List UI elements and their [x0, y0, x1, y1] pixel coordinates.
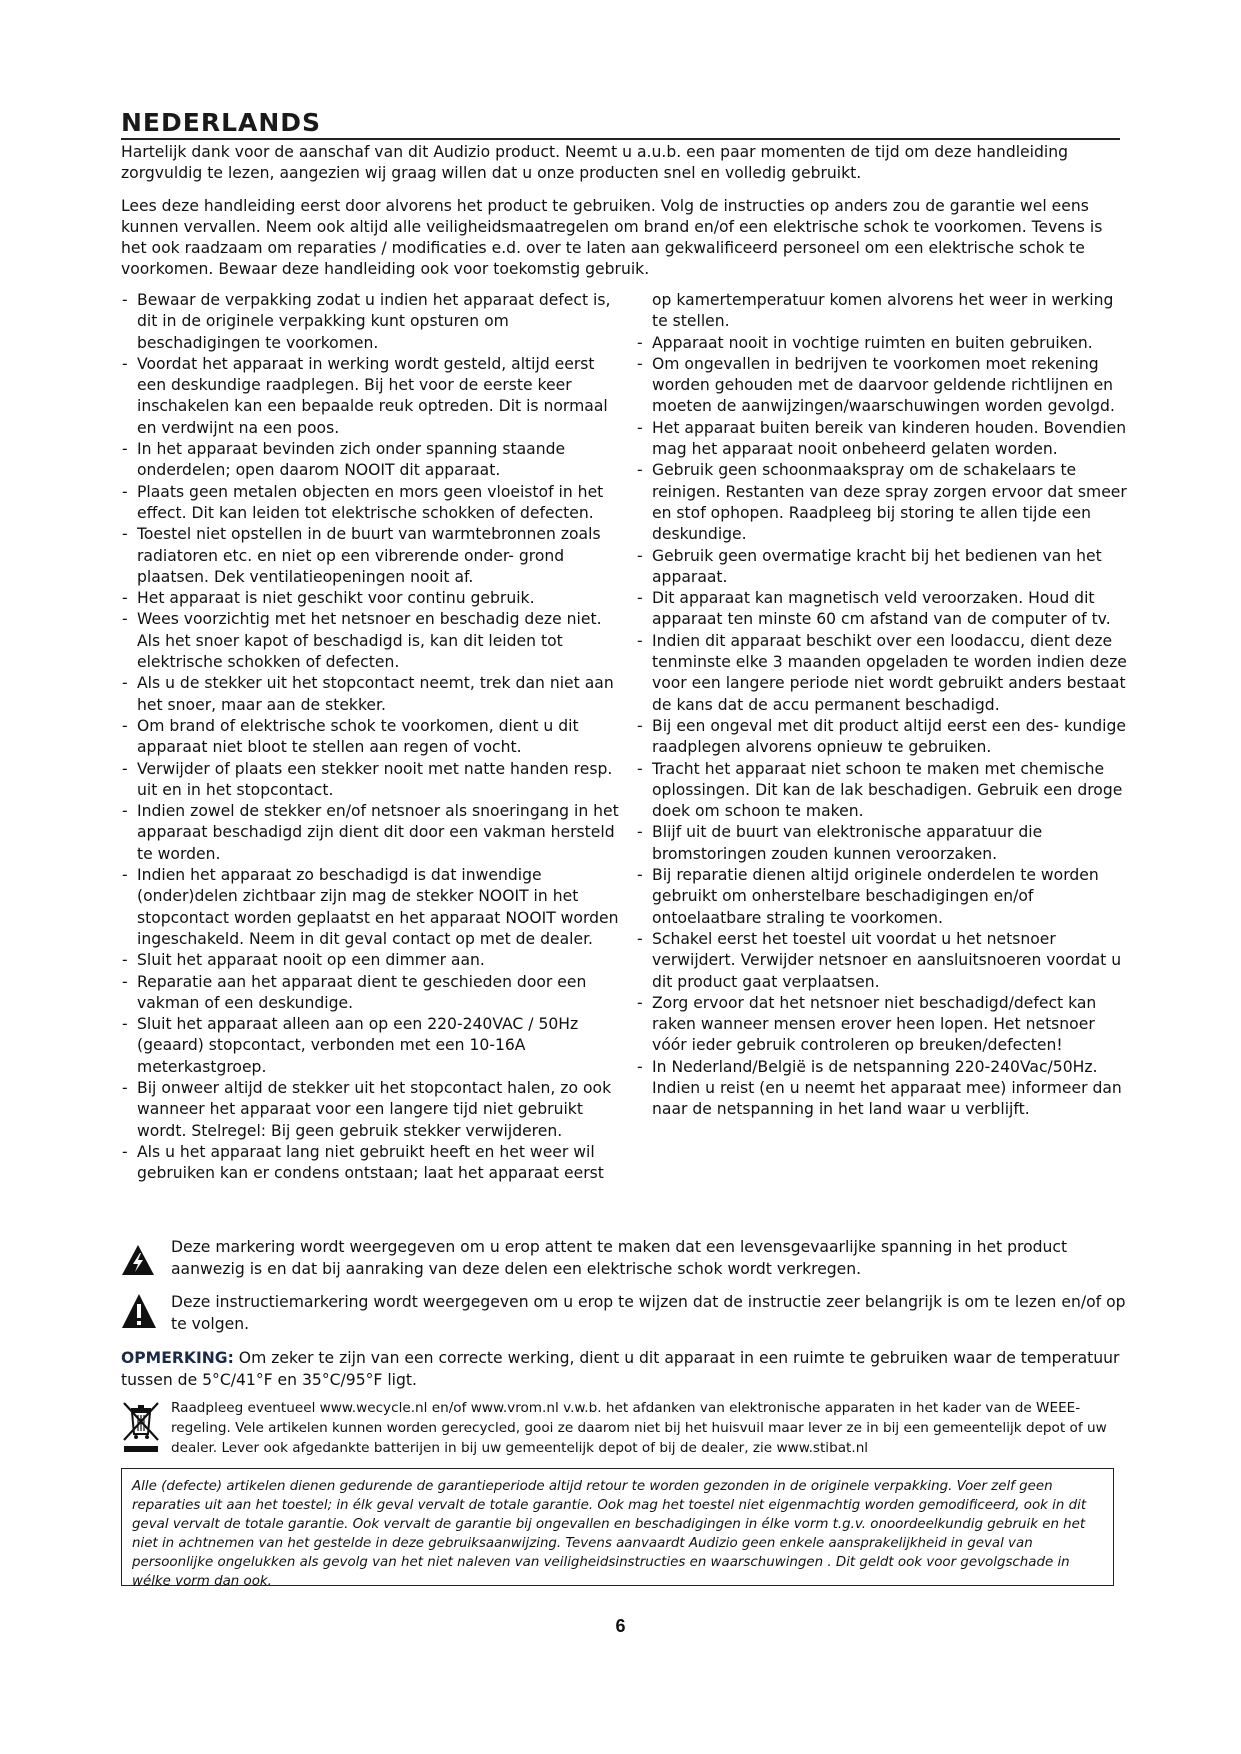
- list-item: - Indien dit apparaat beschikt over een loodaccu, dient deze tenminste elke 3 maanden opgeladen te worden indien deze voor een langere periode niet wordt gebruikt anders bestaat de kans dat de accu permanent beschadigd.: [636, 631, 1134, 716]
- list-item: - Als u de stekker uit het stopcontact neemt, trek dan niet aan het snoer, maar aan de stekker.: [121, 673, 619, 716]
- list-item: - Als u het apparaat lang niet gebruikt heeft en het weer wil gebruiken kan er condens ontstaan; laat het apparaat eerst: [121, 1142, 619, 1185]
- list-item: - Plaats geen metalen objecten en mors geen vloeistof in het effect. Dit kan leiden tot elektrische schokken of defecten.: [121, 482, 619, 525]
- list-item: - Het apparaat buiten bereik van kinderen houden. Bovendien mag het apparaat nooit onbeheerd gelaten worden.: [636, 418, 1134, 461]
- warranty-box: Alle (defecte) artikelen dienen gedurende de garantieperiode altijd retour te worden gezonden in de originele verpakking. Voer zelf geen reparaties uit aan het toestel; in élk geval vervalt de totale garantie. Ook mag het toestel niet eigenmachtig worden gemodificeerd, ook in dit geval vervalt de totale garantie. Ook vervalt de garantie bij ongevallen en beschadigingen in élke vorm t.g.v. onoordeelkundig gebruik en het niet in achtnemen van het gestelde in deze gebruiksaanwijzing. Tevens aanvaardt Audizio geen enkele aansprakelijkheid in geval van persoonlijke ongelukken als gevolg van het niet naleven van veiligheidsinstructies en waarschuwingen . Dit geldt ook voor gevolgschade in wélke vorm dan ook.: [121, 1468, 1114, 1586]
- list-item: - In het apparaat bevinden zich onder spanning staande onderdelen; open daarom NOOIT dit apparaat.: [121, 439, 619, 482]
- intro-paragraph-thanks: Hartelijk dank voor de aanschaf van dit Audizio product. Neemt u a.u.b. een paar momenten de tijd om deze handleiding zorgvuldig te lezen, aangezien wij graag willen dat u onze producten snel en volledig gebruikt.: [121, 143, 1068, 182]
- list-item: - Sluit het apparaat nooit op een dimmer aan.: [121, 950, 619, 971]
- list-item: - Bewaar de verpakking zodat u indien het apparaat defect is, dit in de originele verpakking kunt opsturen om beschadigingen te voorkomen.: [121, 290, 619, 354]
- note-label: OPMERKING:: [121, 1349, 234, 1367]
- lightning-warning-icon: [121, 1244, 155, 1276]
- list-item: - Reparatie aan het apparaat dient te geschieden door een vakman of een deskundige.: [121, 972, 619, 1015]
- list-item: - Indien het apparaat zo beschadigd is dat inwendige (onder)delen zichtbaar zijn mag de stekker NOOIT in het stopcontact worden geplaatst en het apparaat NOOIT worden ingeschakeld. Neem in dit geval contact op met de dealer.: [121, 865, 619, 950]
- weee-notice: [121, 1398, 1120, 1462]
- list-item: - Om brand of elektrische schok te voorkomen, dient u dit apparaat niet bloot te stellen aan regen of vocht.: [121, 716, 619, 759]
- heading-rule: [121, 138, 1120, 140]
- list-item: - Om ongevallen in bedrijven te voorkomen moet rekening worden gehouden met de daarvoor geldende richtlijnen en moeten de aanwijzingen/waarschuwingen worden gevolgd.: [636, 354, 1134, 418]
- list-item: - Gebruik geen overmatige kracht bij het bedienen van het apparaat.: [636, 546, 1134, 589]
- instruction-warning-text: Deze instructiemarkering wordt weergegeven om u erop te wijzen dat de instructie zeer belangrijk is om te lezen en/of op te volgen.: [171, 1293, 1126, 1333]
- exclamation-warning-icon: [121, 1293, 157, 1329]
- list-item: - Apparaat nooit in vochtige ruimten en buiten gebruiken.: [636, 333, 1134, 354]
- list-item: - Het apparaat is niet geschikt voor continu gebruik.: [121, 588, 619, 609]
- list-item: - Sluit het apparaat alleen aan op een 220-240VAC / 50Hz (geaard) stopcontact, verbonden met een 10-16A meterkastgroep.: [121, 1014, 619, 1078]
- list-item: - Indien zowel de stekker en/of netsnoer als snoeringang in het apparaat beschadigd zijn dient dit door een vakman hersteld te worden.: [121, 801, 619, 865]
- list-item: - In Nederland/België is de netspanning 220-240Vac/50Hz. Indien u reist (en u neemt het apparaat mee) informeer dan naar de netspanning in het land waar u verblijft.: [636, 1057, 1134, 1121]
- page-number: 6: [615, 1616, 626, 1636]
- list-item: - Zorg ervoor dat het netsnoer niet beschadigd/defect kan raken wanneer mensen erover heen lopen. Het netsnoer vóór ieder gebruik controleren op breuken/defecten!: [636, 993, 1134, 1057]
- note-text: Om zeker te zijn van een correcte werking, dient u dit apparaat in een ruimte te gebruiken waar de temperatuur tussen de 5°C/41°F en 35°C/95°F ligt.: [121, 1349, 1120, 1389]
- instruction-warning: [121, 1291, 1126, 1341]
- safety-list-left: [121, 290, 619, 1184]
- list-item: - Bij een ongeval met dit product altijd eerst een des- kundige raadplegen alvorens opnieuw te gebruiken.: [636, 716, 1134, 759]
- temperature-note: [121, 1347, 1120, 1391]
- crossed-bin-icon: [121, 1400, 161, 1454]
- list-item: - Bij onweer altijd de stekker uit het stopcontact halen, zo ook wanneer het apparaat voor een langere tijd niet gebruikt wordt. Stelregel: Bij geen gebruik stekker verwijderen.: [121, 1078, 619, 1142]
- weee-text: Raadpleeg eventueel www.wecycle.nl en/of www.vrom.nl v.w.b. het afdanken van elektronische apparaten in het kader van de WEEE-regeling. Vele artikelen kunnen worden gerecycled, gooi ze daarom niet bij het huisvuil maar lever ze in bij een gemeentelijk depot of uw dealer. Lever ook afgedankte batterijen in bij uw gemeentelijk depot of bij de dealer, zie www.stibat.nl: [171, 1400, 1107, 1456]
- list-item: - Blijf uit de buurt van elektronische apparatuur die bromstoringen zouden kunnen veroorzaken.: [636, 822, 1134, 865]
- list-item: - Tracht het apparaat niet schoon te maken met chemische oplossingen. Dit kan de lak beschadigen. Gebruik een droge doek om schoon te maken.: [636, 759, 1134, 823]
- list-item: - Dit apparaat kan magnetisch veld veroorzaken. Houd dit apparaat ten minste 60 cm afstand van de computer of tv.: [636, 588, 1134, 631]
- list-item: - Verwijder of plaats een stekker nooit met natte handen resp. uit en in het stopcontact.: [121, 759, 619, 802]
- voltage-warning: [121, 1236, 1120, 1286]
- list-item: - Bij reparatie dienen altijd originele onderdelen te worden gebruikt om onherstelbare beschadigingen en/of ontoelaatbare straling te voorkomen.: [636, 865, 1134, 929]
- intro-paragraph-instructions: Lees deze handleiding eerst door alvorens het product te gebruiken. Volg de instructies op anders zou de garantie wel eens kunnen vervallen. Neem ook altijd alle veiligheidsmaatregelen om brand en/of een elektrische schok te voorkomen. Tevens is het ook raadzaam om reparaties / modificaties e.d. over te laten aan gekwalificeerd personeel om een elektrische schok te voorkomen. Bewaar deze handleiding ook voor toekomstig gebruik.: [121, 197, 1103, 278]
- list-item: - Wees voorzichtig met het netsnoer en beschadig deze niet. Als het snoer kapot of beschadigd is, kan dit leiden tot elektrische schokken of defecten.: [121, 609, 619, 673]
- safety-list-right: [636, 290, 1134, 1121]
- list-item-continuation: op kamertemperatuur komen alvorens het weer in werking te stellen.: [652, 291, 1114, 331]
- section-heading: NEDERLANDS: [121, 108, 322, 137]
- list-item: - Gebruik geen schoonmaakspray om de schakelaars te reinigen. Restanten van deze spray zorgen ervoor dat smeer en stof ophopen. Raadpleeg bij storing te allen tijde een deskundige.: [636, 460, 1134, 545]
- list-item: - Voordat het apparaat in werking wordt gesteld, altijd eerst een deskundige raadplegen. Bij het voor de eerste keer inschakelen kan een bepaalde reuk optreden. Dit is normaal en verdwijnt na een poos.: [121, 354, 619, 439]
- voltage-warning-text: Deze markering wordt weergegeven om u erop attent te maken dat een levensgevaarlijke spanning in het product aanwezig is en dat bij aanraking van deze delen een elektrische schok wordt verkregen.: [171, 1238, 1068, 1278]
- list-item: - Schakel eerst het toestel uit voordat u het netsnoer verwijdert. Verwijder netsnoer en aansluitsnoeren voordat u dit product gaat verplaatsen.: [636, 929, 1134, 993]
- list-item: - Toestel niet opstellen in de buurt van warmtebronnen zoals radiatoren etc. en niet op een vibrerende onder- grond plaatsen. Dek ventilatieopeningen nooit af.: [121, 524, 619, 588]
